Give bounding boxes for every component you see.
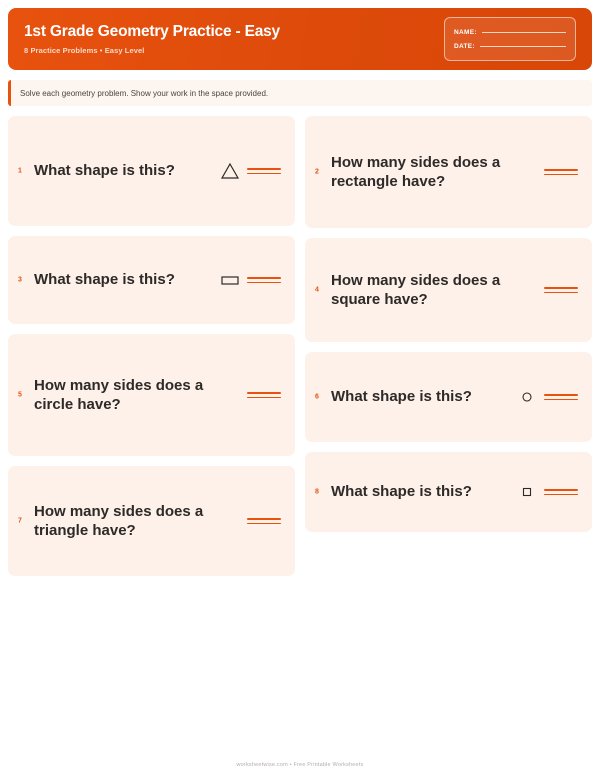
problem-item: [305, 352, 592, 442]
header-title-block: [24, 23, 444, 54]
instructions-banner: [8, 80, 592, 106]
name-date-box: [444, 17, 576, 61]
problem-question: How many sides does a square have?: [331, 271, 501, 308]
problem-question: What shape is this?: [331, 483, 472, 501]
problem-number: 1: [18, 167, 22, 175]
answer-line: [544, 399, 578, 401]
problems-column-left: [8, 116, 295, 576]
answer-lines[interactable]: [247, 392, 281, 398]
answer-line: [247, 397, 281, 399]
name-label: NAME:: [454, 28, 477, 36]
problems-grid: [8, 116, 592, 576]
problem-question: How many sides does a triangle have?: [34, 502, 204, 539]
rectangle-shape-icon: [217, 273, 243, 287]
answer-line: [247, 277, 281, 279]
problem-number: 8: [315, 488, 319, 496]
answer-lines[interactable]: [247, 277, 281, 283]
problem-number: 3: [18, 276, 22, 284]
problem-question: What shape is this?: [34, 271, 175, 289]
answer-line: [247, 523, 281, 525]
instructions-text: Solve each geometry problem. Show your work in the space provided.: [20, 88, 269, 98]
worksheet-header: [8, 8, 592, 70]
circle-shape-icon: [514, 391, 540, 403]
answer-lines[interactable]: [544, 489, 578, 495]
answer-line: [247, 173, 281, 175]
answer-line: [544, 489, 578, 491]
square-shape-icon: [514, 486, 540, 498]
page-subtitle: 8 Practice Problems • Easy Level: [24, 45, 145, 55]
problem-question: What shape is this?: [331, 388, 472, 406]
problem-number: 4: [315, 286, 319, 294]
problem-item: [8, 466, 295, 576]
answer-lines[interactable]: [247, 168, 281, 174]
answer-lines[interactable]: [544, 169, 578, 175]
problems-column-right: [305, 116, 592, 576]
answer-line: [544, 494, 578, 496]
answer-line: [544, 169, 578, 171]
name-row: [454, 29, 566, 36]
answer-line: [544, 394, 578, 396]
date-row: [454, 43, 566, 50]
problem-number: 2: [315, 168, 319, 176]
problem-question: How many sides does a circle have?: [34, 376, 204, 413]
answer-lines[interactable]: [544, 394, 578, 400]
problem-item: [305, 238, 592, 342]
problem-number: 7: [18, 517, 22, 525]
date-label: DATE:: [454, 42, 475, 50]
problem-item: [305, 452, 592, 532]
problem-number: 5: [18, 391, 22, 399]
answer-lines[interactable]: [247, 518, 281, 524]
answer-line: [247, 518, 281, 520]
problem-item: [8, 116, 295, 226]
name-write-line[interactable]: [482, 32, 566, 33]
problem-question: How many sides does a rectangle have?: [331, 153, 501, 190]
page-title: 1st Grade Geometry Practice - Easy: [24, 23, 280, 41]
problem-question: What shape is this?: [34, 162, 175, 180]
answer-line: [247, 168, 281, 170]
problem-number: 6: [315, 393, 319, 401]
triangle-shape-icon: [217, 162, 243, 180]
answer-line: [247, 282, 281, 284]
answer-line: [544, 292, 578, 294]
problem-item: [305, 116, 592, 228]
problem-item: [8, 334, 295, 456]
answer-line: [544, 174, 578, 176]
answer-lines[interactable]: [544, 287, 578, 293]
answer-line: [544, 287, 578, 289]
footer-text: worksheetwise.com • Free Printable Worksheets: [236, 762, 364, 768]
problem-item: [8, 236, 295, 324]
answer-line: [247, 392, 281, 394]
date-write-line[interactable]: [480, 46, 566, 47]
